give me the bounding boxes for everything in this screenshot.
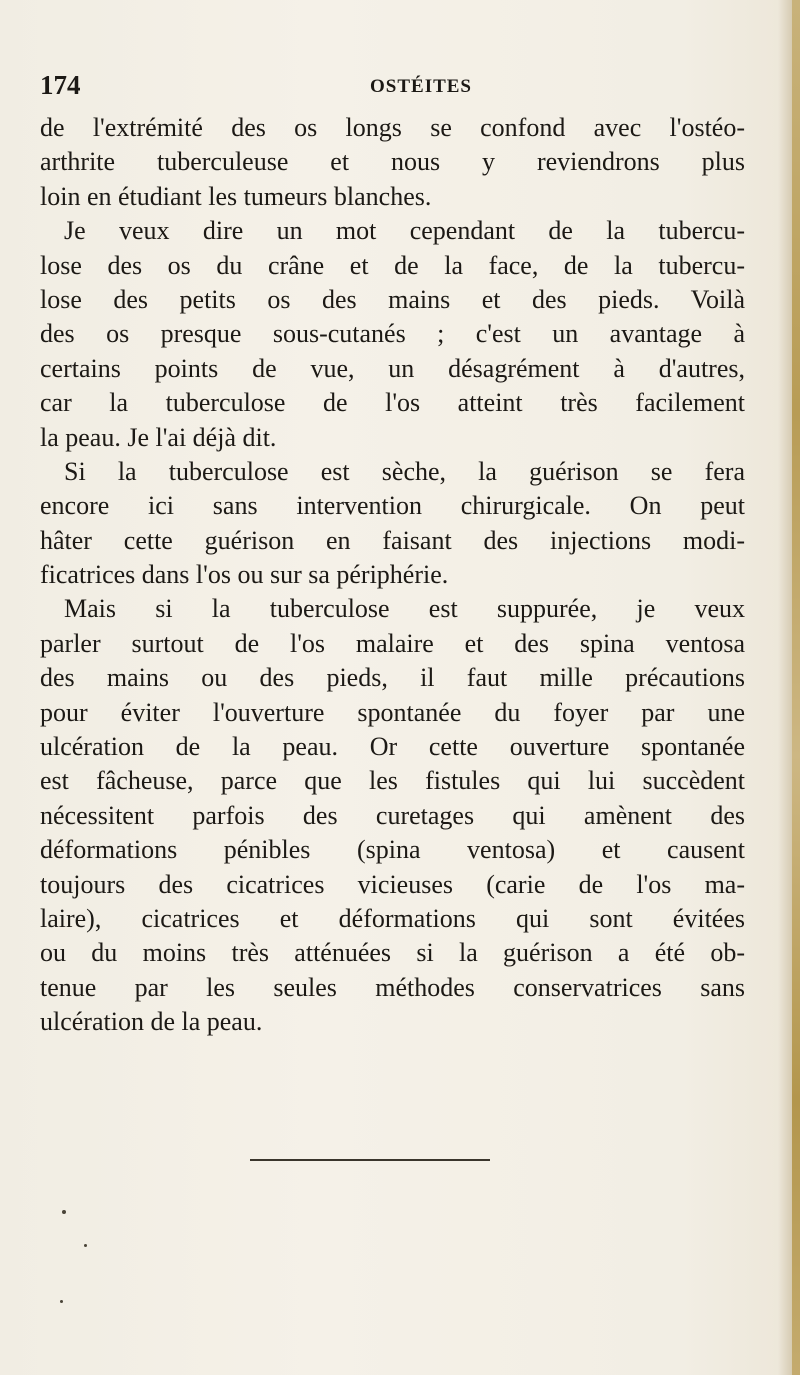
page-edge-strip [792,0,800,1375]
running-head: OSTÉITES [370,76,472,97]
print-speck [60,1300,63,1303]
text-line: pour éviter l'ouverture spontanée du foyer par une [40,697,745,727]
text-line: ou du moins très atténuées si la guérison a été ob- [40,938,745,968]
text-line: déformations pénibles (spina ventosa) et causent [40,835,745,865]
text-line: de l'extrémité des os longs se confond avec l'ostéo- [40,113,745,142]
print-speck [62,1210,66,1214]
text-line: hâter cette guérison en faisant des injections modi- [40,525,745,555]
text-line: ulcération de la peau. Or cette ouverture spontanée [40,732,745,762]
text-line: encore ici sans intervention chirurgicale. On peut [40,491,745,521]
text-line: est fâcheuse, parce que les fistules qui lui succèdent [40,766,745,796]
text-line: tenue par les seules méthodes conservatrices sans [40,972,745,1002]
page-header [40,70,740,106]
text-line: certains points de vue, un désagrément à d'autres, [40,353,745,383]
text-line: des os presque sous-cutanés ; c'est un avantage à [40,319,745,349]
text-line: Je veux dire un mot cependant de la tubercu- [64,216,745,246]
text-line: Si la tuberculose est sèche, la guérison se fera [64,456,745,486]
text-line: Mais si la tuberculose est suppurée, je veux [64,594,745,624]
text-line: ulcération de la peau. [40,1007,263,1037]
text-line: lose des petits os des mains et des pieds. Voilà [40,284,745,314]
text-line: la peau. Je l'ai déjà dit. [40,422,277,452]
text-line: toujours des cicatrices vicieuses (carie de l'os ma- [40,869,745,899]
text-line: car la tuberculose de l'os atteint très facilement [40,388,745,418]
text-line: lose des os du crâne et de la face, de la tubercu- [40,250,745,280]
print-speck [84,1244,87,1247]
text-line: ficatrices dans l'os ou sur sa périphérie. [40,560,449,590]
text-line: loin en étudiant les tumeurs blanches. [40,181,432,211]
text-line: nécessitent parfois des curetages qui amènent des [40,800,745,830]
page-number: 174 [40,70,81,100]
body-text [40,111,745,1040]
section-end-rule [250,1159,490,1161]
text-line: laire), cicatrices et déformations qui sont évitées [40,903,745,933]
text-line: parler surtout de l'os malaire et des spina ventosa [40,628,745,658]
text-line: des mains ou des pieds, il faut mille précautions [40,663,745,693]
text-line: arthrite tuberculeuse et nous y reviendrons plus [40,147,745,177]
